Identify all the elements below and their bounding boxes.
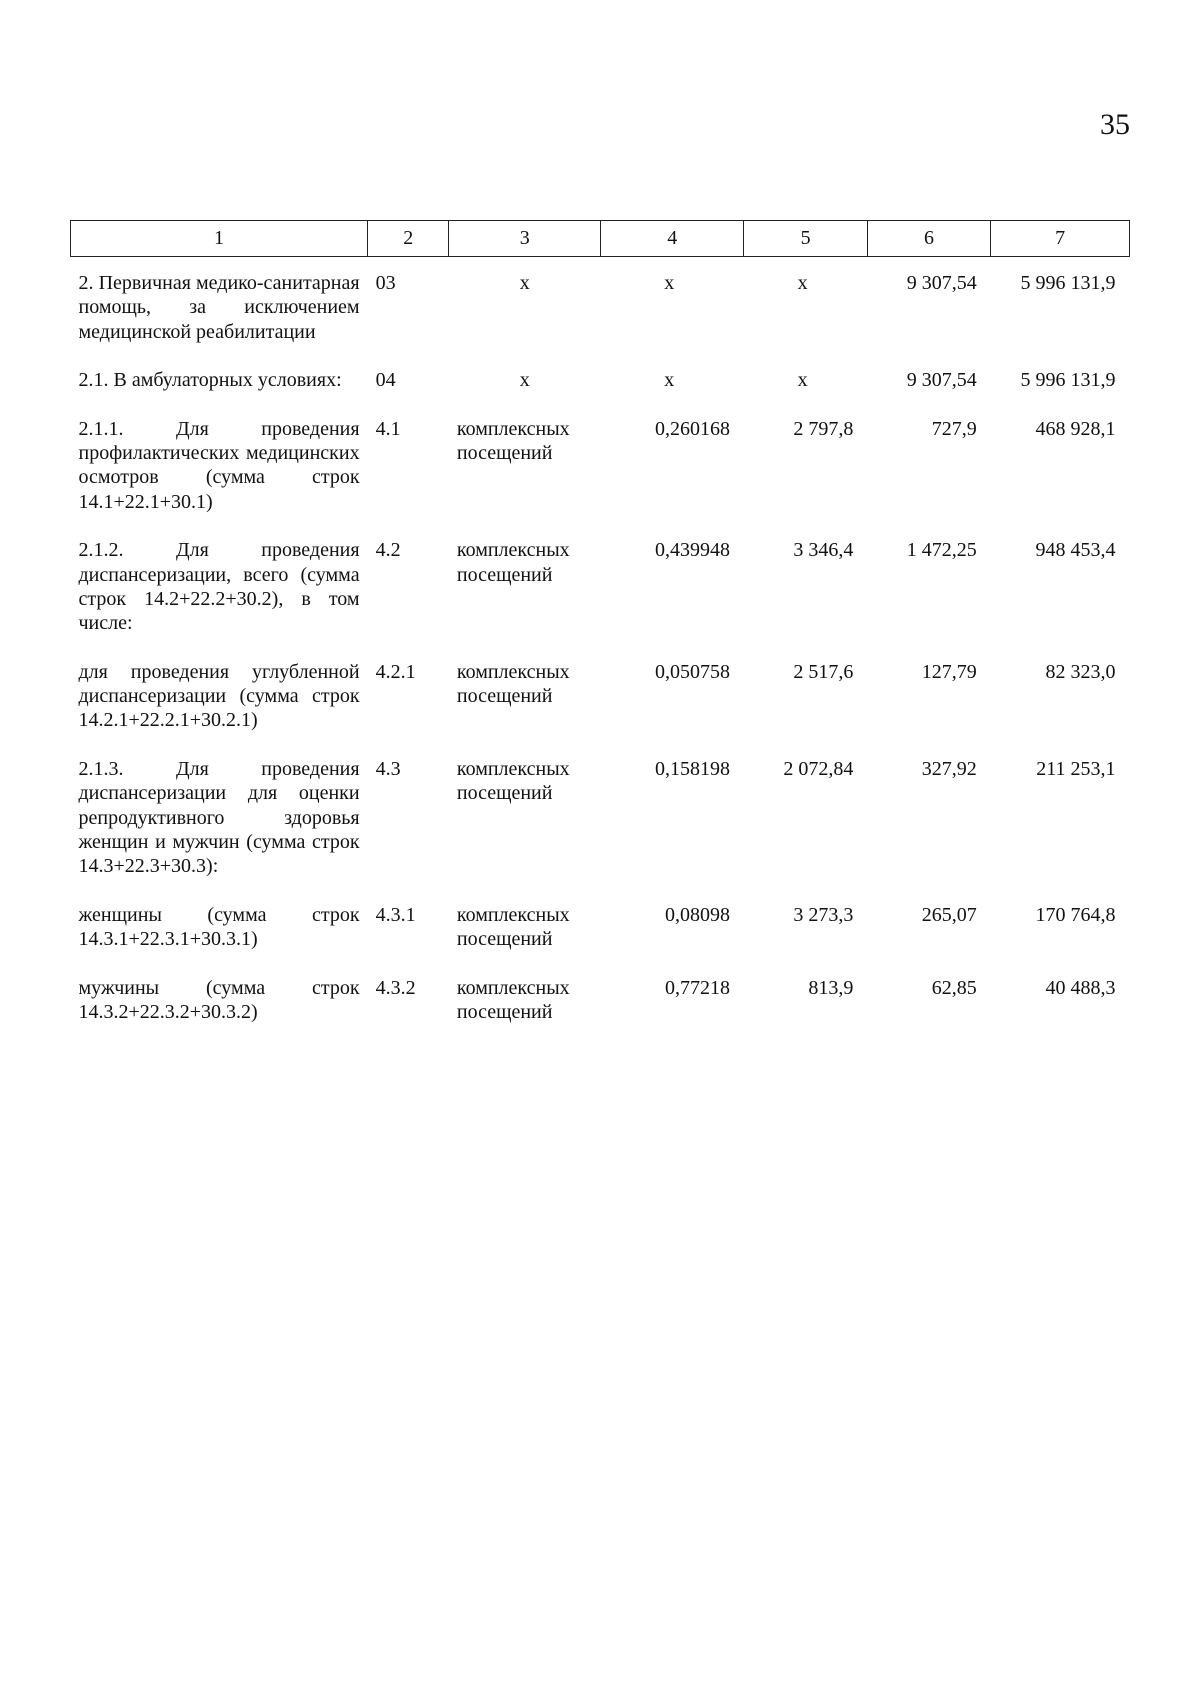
table-row [71,646,1130,743]
table-row [71,354,1130,402]
row-total: 5 996 131,9 [1020,272,1116,294]
row-unit: комплексных посещений [456,976,570,1023]
row-description: мужчины (сумма строк 14.3.2+22.3.2+30.3.2) [78,976,360,1023]
table-row [71,889,1130,962]
row-description: женщины (сумма строк 14.3.1+22.3.1+30.3.1) [78,903,360,951]
row-unit: комплексных посещений [456,660,570,708]
row-unit: х [519,369,530,392]
column-header-2: 2 [368,221,449,257]
table-row [71,524,1130,646]
table-row [71,962,1130,1035]
row-volume: 0,439948 [654,539,730,562]
row-volume: 0,260168 [654,417,730,440]
table-row [71,403,1130,525]
column-number-row [71,221,1130,257]
row-code: 4.2 [375,539,401,562]
page-number: 35 [1100,108,1130,141]
row-total: 82 323,0 [1045,660,1116,683]
row-cost: 3 346,4 [793,539,854,562]
row-cost: 2 072,84 [783,757,854,780]
row-cost: 813,9 [808,976,854,999]
row-per-capita: 327,92 [921,757,977,780]
row-per-capita: 265,07 [921,903,977,926]
row-per-capita: 9 307,54 [906,369,977,392]
row-unit: комплексных посещений [456,757,570,805]
row-per-capita: 62,85 [931,976,977,999]
column-header-3: 3 [449,221,601,257]
row-code: 03 [375,272,396,294]
table-row [71,257,1130,355]
row-volume: 0,050758 [654,660,730,683]
row-volume: 0,158198 [654,757,730,780]
row-cost: 2 797,8 [793,417,854,440]
row-volume: х [664,272,675,294]
table-row [71,743,1130,889]
row-unit: комплексных посещений [456,417,570,464]
data-table [70,220,1130,1034]
row-description: 2.1. В амбулаторных условиях: [78,369,342,392]
row-total: 211 253,1 [1036,757,1116,780]
column-header-6: 6 [867,221,990,257]
row-description: 2. Первичная медико-санитарная помощь, за исключением медицинской реабилитации [78,272,360,343]
row-cost: 3 273,3 [793,903,854,926]
row-volume: 0,77218 [664,976,730,999]
column-header-4: 4 [601,221,744,257]
row-unit: комплексных посещений [456,539,570,586]
row-unit: х [519,272,530,294]
row-volume: х [664,369,675,392]
row-total: 948 453,4 [1035,539,1116,562]
row-total: 5 996 131,9 [1020,369,1116,392]
row-code: 04 [375,369,396,392]
row-cost: х [797,369,808,392]
row-total: 170 764,8 [1035,903,1116,926]
row-per-capita: 9 307,54 [906,272,977,294]
column-header-1: 1 [71,221,368,257]
row-code: 4.3.1 [375,903,416,926]
row-unit: комплексных посещений [456,903,570,951]
row-code: 4.3 [375,757,401,780]
column-header-7: 7 [991,221,1130,257]
row-description: 2.1.3. Для проведения диспансеризации для оценки репродуктивного здоровья женщин и мужчин (сумма строк 14.3+22.3+30.3): [78,757,360,878]
row-volume: 0,08098 [664,903,730,926]
data-table-container [70,220,1130,1034]
row-per-capita: 727,9 [931,417,977,440]
row-cost: 2 517,6 [793,660,854,683]
row-description: для проведения углубленной диспансеризации (сумма строк 14.2.1+22.2.1+30.2.1) [78,660,360,732]
row-description: 2.1.2. Для проведения диспансеризации, всего (сумма строк 14.2+22.2+30.2), в том числе: [78,539,360,635]
row-total: 468 928,1 [1035,417,1116,440]
column-header-5: 5 [744,221,867,257]
row-code: 4.3.2 [375,976,416,999]
row-cost: х [797,272,808,294]
row-per-capita: 127,79 [921,660,977,683]
row-per-capita: 1 472,25 [906,539,977,562]
row-total: 40 488,3 [1045,976,1116,999]
row-description: 2.1.1. Для проведения профилактических медицинских осмотров (сумма строк 14.1+22.1+30.1) [78,417,360,513]
row-code: 4.1 [375,417,401,440]
row-code: 4.2.1 [375,660,416,683]
